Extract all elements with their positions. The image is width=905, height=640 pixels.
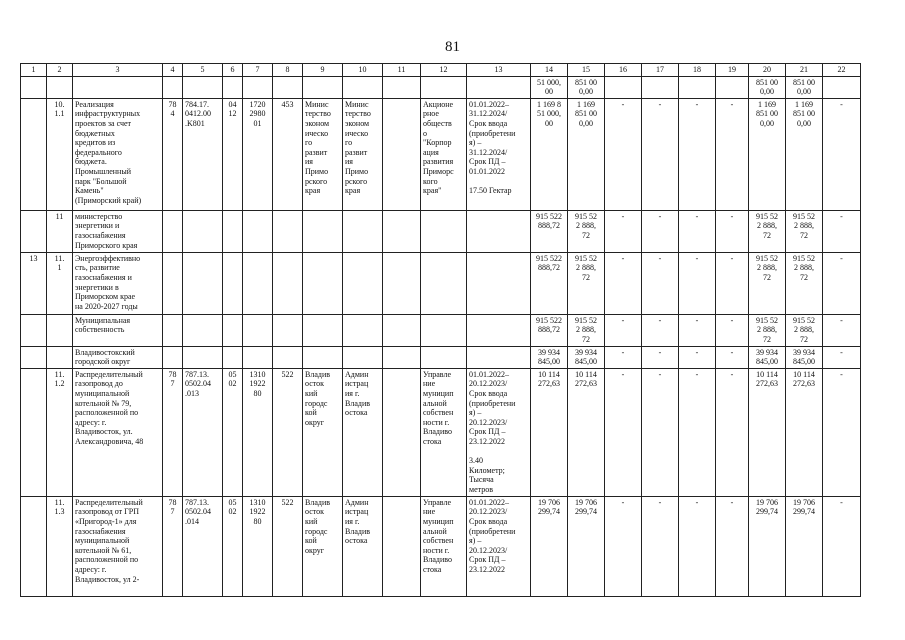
table-cell: -: [716, 314, 749, 346]
table-cell: [823, 76, 861, 98]
table-cell: [183, 346, 223, 368]
table-cell: [421, 252, 467, 314]
table-cell: 1 169 851 00 0,00: [786, 98, 823, 210]
table-cell: 851 00 0,00: [786, 76, 823, 98]
table-cell: 78 7: [163, 368, 183, 496]
table-cell: 522: [273, 496, 303, 596]
table-cell: -: [679, 252, 716, 314]
table-row: [21, 252, 861, 314]
page-number: 81: [445, 39, 460, 55]
column-header: 11: [383, 64, 421, 77]
table-cell: -: [716, 252, 749, 314]
table-cell: [183, 252, 223, 314]
table-cell: 915 52 2 888, 72: [568, 314, 605, 346]
table-cell: Минис терство эконом ическо го развит ия Примо рского края: [303, 98, 343, 210]
table-cell: 915 522 888,72: [531, 314, 568, 346]
table-cell: [421, 76, 467, 98]
table-cell: [47, 346, 73, 368]
table-cell: -: [605, 346, 642, 368]
table-cell: 13: [21, 252, 47, 314]
table-cell: -: [716, 496, 749, 596]
table-cell: [47, 76, 73, 98]
table-cell: -: [605, 210, 642, 252]
table-cell: 1720 2980 01: [243, 98, 273, 210]
table-cell: 19 706 299,74: [749, 496, 786, 596]
table-cell: -: [642, 496, 679, 596]
table-cell: [303, 314, 343, 346]
column-header: 19: [716, 64, 749, 77]
table-cell: -: [642, 368, 679, 496]
table-cell: 10 114 272,63: [568, 368, 605, 496]
table-cell: 39 934 845,00: [568, 346, 605, 368]
column-header: 20: [749, 64, 786, 77]
table-cell: -: [679, 210, 716, 252]
table-cell: 39 934 845,00: [786, 346, 823, 368]
column-header: 4: [163, 64, 183, 77]
table-cell: Минис терство эконом ическо го развит ия Примо рского края: [343, 98, 383, 210]
table-cell: 851 00 0,00: [568, 76, 605, 98]
table-cell: 1 169 851 00 0,00: [568, 98, 605, 210]
table-cell: Акционе рное обществ о "Корпор ация развития Приморс кого края": [421, 98, 467, 210]
table-cell: [343, 76, 383, 98]
table-cell: -: [823, 210, 861, 252]
table-cell: [183, 76, 223, 98]
column-header: 10: [343, 64, 383, 77]
table-cell: Управле ние муницип альной собствен ности г. Владиво стока: [421, 368, 467, 496]
table-cell: -: [679, 496, 716, 596]
column-header: 13: [467, 64, 531, 77]
table-cell: -: [642, 98, 679, 210]
table-cell: [73, 76, 163, 98]
table-cell: Управле ние муницип альной собствен ности г. Владиво стока: [421, 496, 467, 596]
table-cell: -: [823, 314, 861, 346]
table-row: [21, 210, 861, 252]
table-cell: [421, 314, 467, 346]
table-cell: 915 52 2 888, 72: [786, 314, 823, 346]
table-cell: [243, 346, 273, 368]
table-cell: 78 7: [163, 496, 183, 596]
table-cell: [163, 346, 183, 368]
table-cell: 19 706 299,74: [568, 496, 605, 596]
table-cell: [343, 346, 383, 368]
budget-table: [20, 63, 861, 597]
table-cell: 11: [47, 210, 73, 252]
table-cell: -: [642, 346, 679, 368]
table-cell: 915 52 2 888, 72: [749, 314, 786, 346]
table-cell: -: [679, 98, 716, 210]
table-cell: 915 52 2 888, 72: [568, 252, 605, 314]
table-cell: -: [716, 368, 749, 496]
column-header: 18: [679, 64, 716, 77]
column-header: 8: [273, 64, 303, 77]
table-cell: [343, 210, 383, 252]
table-row: [21, 346, 861, 368]
table-cell: 1 169 851 00 0,00: [749, 98, 786, 210]
table-cell: [273, 210, 303, 252]
table-cell: 453: [273, 98, 303, 210]
table-cell: Админ истрац ия г. Владив остока: [343, 496, 383, 596]
table-cell: [21, 98, 47, 210]
table-cell: [467, 346, 531, 368]
table-cell: [421, 346, 467, 368]
table-cell: [163, 210, 183, 252]
table-cell: [383, 314, 421, 346]
table-cell: -: [679, 346, 716, 368]
table-cell: министерство энергетики и газоснабжения Приморского края: [73, 210, 163, 252]
table-cell: 01.01.2022– 31.12.2024/ Срок ввода (приобретени я) – 31.12.2024/ Срок ПД – 01.01.2022 17.50 Гектар: [467, 98, 531, 210]
table-cell: -: [605, 252, 642, 314]
column-header: 15: [568, 64, 605, 77]
table-cell: [223, 346, 243, 368]
table-cell: -: [823, 368, 861, 496]
table-cell: 1310 1922 80: [243, 368, 273, 496]
table-cell: [383, 252, 421, 314]
table-cell: [303, 252, 343, 314]
table-cell: [383, 346, 421, 368]
table-cell: [163, 76, 183, 98]
table-cell: [21, 210, 47, 252]
table-cell: [273, 76, 303, 98]
table-cell: [273, 346, 303, 368]
table-cell: 19 706 299,74: [786, 496, 823, 596]
table-row: [21, 314, 861, 346]
table-cell: 915 52 2 888, 72: [568, 210, 605, 252]
table-cell: -: [716, 210, 749, 252]
table-cell: [467, 210, 531, 252]
table-cell: [303, 346, 343, 368]
table-cell: Владив осток кий городс кой округ: [303, 496, 343, 596]
table-cell: -: [605, 98, 642, 210]
table-cell: [183, 210, 223, 252]
table-cell: -: [605, 368, 642, 496]
table-cell: [421, 210, 467, 252]
table-cell: Распределительный газопровод до муниципальной котельной № 79, расположенной по адресу: г. Владивосток, ул. Александровича, 48: [73, 368, 163, 496]
table-cell: -: [642, 252, 679, 314]
table-cell: 19 706 299,74: [531, 496, 568, 596]
table-cell: 522: [273, 368, 303, 496]
table-cell: 04 12: [223, 98, 243, 210]
table-body: [21, 64, 861, 597]
table-cell: [383, 496, 421, 596]
table-cell: 05 02: [223, 496, 243, 596]
table-cell: [223, 210, 243, 252]
table-cell: -: [679, 314, 716, 346]
table-cell: [343, 252, 383, 314]
table-cell: 787.13. 0502.04 .013: [183, 368, 223, 496]
table-cell: Распределительный газопровод от ГРП «Пригород-1» для газоснабжения муниципальной котельной № 61, расположенной по адресу: г. Владивосток, ул 2-: [73, 496, 163, 596]
table-cell: -: [716, 98, 749, 210]
table-cell: Энергоэффективно сть, развитие газоснабжения и энергетики в Приморском крае на 2020-2027 годы: [73, 252, 163, 314]
table-cell: 10 114 272,63: [531, 368, 568, 496]
table-cell: 784.17. 0412.00 .K801: [183, 98, 223, 210]
column-header: 3: [73, 64, 163, 77]
table-row: [21, 368, 861, 496]
table-cell: Муниципальная собственность: [73, 314, 163, 346]
table-cell: 01.01.2022– 20.12.2023/ Срок ввода (приобретени я) – 20.12.2023/ Срок ПД – 23.12.2022: [467, 496, 531, 596]
column-header: 7: [243, 64, 273, 77]
table-cell: 11. 1: [47, 252, 73, 314]
header-row: [21, 64, 861, 77]
column-header: 9: [303, 64, 343, 77]
table-cell: 915 52 2 888, 72: [749, 210, 786, 252]
table-cell: [679, 76, 716, 98]
table-cell: [21, 496, 47, 596]
column-header: 21: [786, 64, 823, 77]
table-cell: 1310 1922 80: [243, 496, 273, 596]
column-header: 22: [823, 64, 861, 77]
table-cell: [223, 252, 243, 314]
table-cell: [467, 252, 531, 314]
table-cell: 11. 1.3: [47, 496, 73, 596]
table-cell: Админ истрац ия г. Владив остока: [343, 368, 383, 496]
table-cell: [243, 252, 273, 314]
table-cell: Владив осток кий городс кой округ: [303, 368, 343, 496]
table-cell: Реализация инфраструктурных проектов за счет бюджетных кредитов из федерального бюджета. Промышленный парк "Большой Камень" (Приморский край): [73, 98, 163, 210]
table-cell: [716, 76, 749, 98]
table-cell: 05 02: [223, 368, 243, 496]
column-header: 16: [605, 64, 642, 77]
column-header: 17: [642, 64, 679, 77]
table-cell: [383, 98, 421, 210]
column-header: 5: [183, 64, 223, 77]
table-cell: 915 52 2 888, 72: [786, 210, 823, 252]
table-cell: 39 934 845,00: [531, 346, 568, 368]
table-cell: -: [823, 346, 861, 368]
table-cell: 39 934 845,00: [749, 346, 786, 368]
table-cell: [21, 314, 47, 346]
table-cell: [383, 76, 421, 98]
table-cell: [163, 314, 183, 346]
table-cell: [605, 76, 642, 98]
column-header: 1: [21, 64, 47, 77]
table-cell: -: [605, 496, 642, 596]
table-cell: [303, 210, 343, 252]
table-cell: 10. 1.1: [47, 98, 73, 210]
table-cell: [223, 76, 243, 98]
table-cell: -: [823, 98, 861, 210]
table-row: [21, 76, 861, 98]
table-cell: 10 114 272,63: [749, 368, 786, 496]
column-header: 14: [531, 64, 568, 77]
table-cell: [467, 314, 531, 346]
table-cell: [243, 314, 273, 346]
table-cell: [223, 314, 243, 346]
table-cell: 915 522 888,72: [531, 252, 568, 314]
table-cell: [467, 76, 531, 98]
table-cell: -: [605, 314, 642, 346]
table-cell: -: [823, 496, 861, 596]
column-header: 2: [47, 64, 73, 77]
table-cell: [47, 314, 73, 346]
table-cell: -: [716, 346, 749, 368]
table-row: [21, 98, 861, 210]
table-cell: [243, 76, 273, 98]
table-cell: -: [823, 252, 861, 314]
table-cell: 78 4: [163, 98, 183, 210]
table-cell: [163, 252, 183, 314]
table-cell: 787.13. 0502.04 .014: [183, 496, 223, 596]
table-cell: Владивостокский городской округ: [73, 346, 163, 368]
table-cell: 1 169 8 51 000, 00: [531, 98, 568, 210]
table-cell: 915 52 2 888, 72: [786, 252, 823, 314]
table-cell: [642, 76, 679, 98]
column-header: 6: [223, 64, 243, 77]
table-cell: 915 522 888,72: [531, 210, 568, 252]
table-cell: [243, 210, 273, 252]
table-cell: [383, 210, 421, 252]
table-row: [21, 496, 861, 596]
table-cell: 01.01.2022– 20.12.2023/ Срок ввода (приобретени я) – 20.12.2023/ Срок ПД – 23.12.2022 3.40 Километр; Тысяча метров: [467, 368, 531, 496]
table-cell: [273, 314, 303, 346]
table-cell: [383, 368, 421, 496]
table-cell: [21, 368, 47, 496]
table-cell: [21, 76, 47, 98]
table-cell: [343, 314, 383, 346]
column-header: 12: [421, 64, 467, 77]
table-cell: 51 000, 00: [531, 76, 568, 98]
table-cell: -: [679, 368, 716, 496]
table-cell: 10 114 272,63: [786, 368, 823, 496]
table-cell: -: [642, 210, 679, 252]
table-cell: 915 52 2 888, 72: [749, 252, 786, 314]
table-cell: -: [642, 314, 679, 346]
table-cell: 11. 1.2: [47, 368, 73, 496]
table-cell: [21, 346, 47, 368]
table-cell: [303, 76, 343, 98]
table-cell: 851 00 0,00: [749, 76, 786, 98]
table-cell: [273, 252, 303, 314]
table-cell: [183, 314, 223, 346]
